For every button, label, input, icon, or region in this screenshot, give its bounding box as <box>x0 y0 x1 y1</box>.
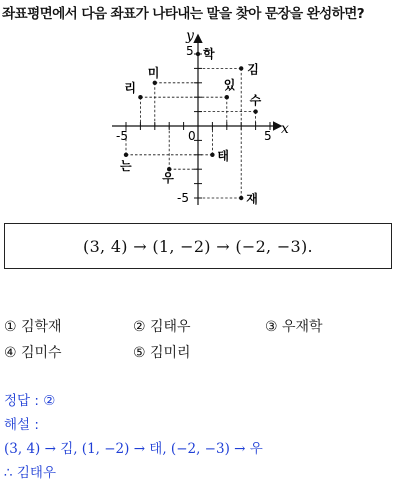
point-label: 는 <box>120 158 132 173</box>
point-label: 미 <box>147 65 160 80</box>
explanation-heading: 해설 : <box>4 417 39 433</box>
tick-label-x-neg5: -5 <box>116 129 128 143</box>
answer-line: 정답 : ② <box>4 393 56 409</box>
point-김 <box>239 66 243 70</box>
choice-5[interactable]: ⑤ 김미리 <box>133 345 191 361</box>
tick-label-y-neg5: -5 <box>177 191 189 205</box>
point-label: 태 <box>217 148 229 163</box>
point-수 <box>253 109 257 113</box>
choice-3[interactable]: ③ 우재학 <box>265 319 323 335</box>
tick-label-y-pos5: 5 <box>186 44 194 58</box>
choice-1[interactable]: ① 김학재 <box>4 319 62 335</box>
point-label: 학 <box>203 47 215 61</box>
point-미 <box>153 81 157 85</box>
choice-4[interactable]: ④ 김미수 <box>4 345 62 361</box>
coordinate-plane <box>0 0 400 215</box>
point-label: 재 <box>246 192 258 206</box>
tick-label-x-pos5: 5 <box>264 129 272 143</box>
point-재 <box>239 196 243 200</box>
conclusion-line: ∴ 김태우 <box>4 465 57 481</box>
point-label: 김 <box>247 62 259 77</box>
explanation-body: (3, 4) → 김, (1, −2) → 태, (−2, −3) → 우 <box>4 441 263 457</box>
point-label: 있 <box>223 78 236 93</box>
x-axis-label: x <box>281 121 289 137</box>
point-있 <box>225 95 229 99</box>
origin-label: 0 <box>188 129 196 143</box>
point-는 <box>124 153 128 157</box>
point-label: 수 <box>249 93 262 108</box>
point-태 <box>210 153 214 157</box>
point-label: 우 <box>162 171 174 186</box>
sequence-text: (3, 4) → (1, −2) → (−2, −3). <box>83 236 313 256</box>
point-학 <box>196 52 200 56</box>
choice-2[interactable]: ② 김태우 <box>133 319 191 335</box>
question-text: 좌표평면에서 다음 좌표가 나타내는 말을 찾아 문장을 완성하면? <box>2 6 365 22</box>
point-label: 리 <box>124 81 136 96</box>
y-axis-label: y <box>186 28 194 44</box>
sequence-box <box>4 223 392 269</box>
point-리 <box>138 95 142 99</box>
